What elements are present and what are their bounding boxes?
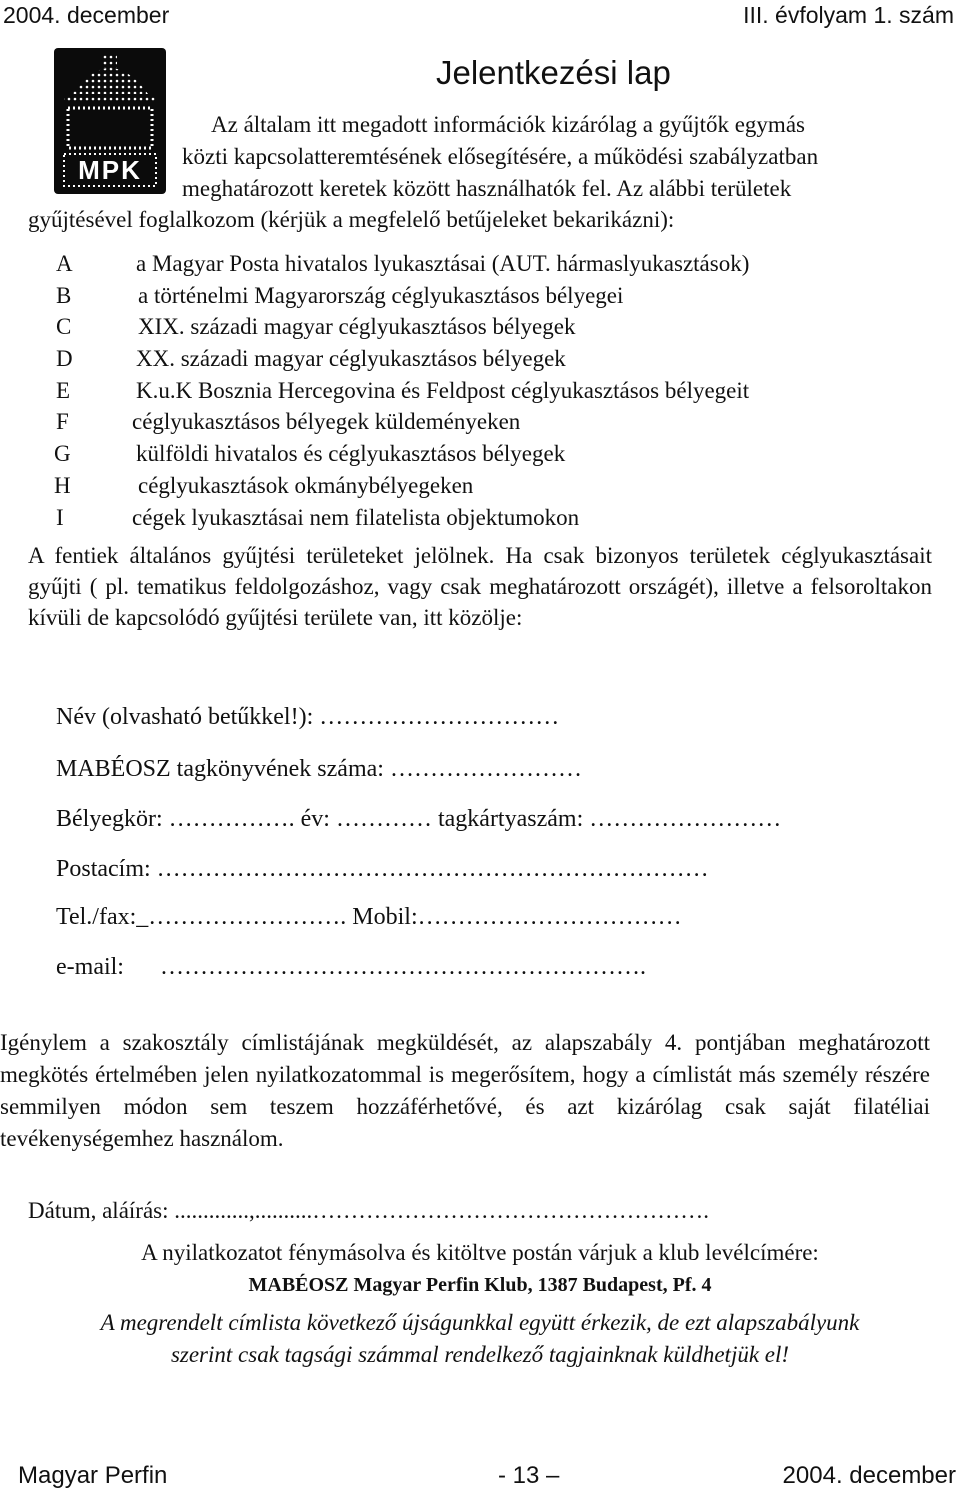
mobile-label: Mobil: — [352, 904, 418, 930]
area-text: külföldi hivatalos és céglyukasztásos bélyegek — [136, 441, 566, 467]
area-text: céglyukasztások okmánybélyegeken — [138, 472, 474, 498]
area-key: A — [56, 251, 73, 276]
signature-field[interactable] — [28, 1198, 709, 1224]
year-label: év: — [300, 806, 330, 832]
declaration-text: Igénylem a szakosztály címlistájának megküldését, az alapszabály 4. pontjában meghatározott megkötés értelmében jelen nyilatkozatommal is megerősítem, hogy a címlistát más személy részére semmilyen módon sem teszem hozzáférhetővé, és azt kizárólag csak saját filatéliai tevékenységemhez használom. — [0, 1030, 930, 1151]
area-text: céglyukasztásos bélyegek küldeményeken — [132, 409, 521, 435]
intro-line: Az általam itt megadott információk kizárólag a gyűjtők egymás — [211, 112, 805, 137]
page-footer — [0, 1462, 960, 1496]
area-text: a történelmi Magyarország céglyukasztásos bélyegei — [138, 282, 624, 308]
club-label: Bélyegkör: — [56, 806, 163, 832]
area-key: C — [56, 314, 72, 340]
intro-line: közti kapcsolatteremtésének elősegítésére, a működési szabályzatban — [182, 144, 819, 169]
general-note: A fentiek általános gyűjtési területeket jelölnek. Ha csak bizonyos területek céglyukasztásait gyűjti ( pl. tematikus feldolgozáshoz, vagy csak meghatározott országét), illetve a felsoroltakon kívüli de kapcsolódó gyűjtési területe van, itt közölje: — [28, 543, 932, 630]
area-key: E — [56, 377, 71, 403]
mobile-dots: …………………………… — [417, 904, 682, 930]
header-issue: III. évfolyam 1. szám — [743, 2, 954, 28]
page-title: Jelentkezési lap — [436, 54, 671, 91]
phone-dots: ……………………. — [148, 904, 347, 930]
page-header — [0, 0, 960, 34]
club-dots: ……………. — [168, 806, 295, 832]
email-label: e-mail: — [56, 954, 124, 980]
footer-date: 2004. december — [782, 1462, 956, 1489]
name-dots: ………………………… — [319, 704, 560, 730]
italic-note-line: A megrendelt címlista következő újságunkkal együtt érkezik, de ezt alapszabályunk — [100, 1310, 860, 1335]
header-date: 2004. december — [3, 2, 170, 28]
area-key: B — [56, 282, 72, 308]
page-number: - 13 – — [498, 1462, 560, 1489]
area-text: XX. századi magyar céglyukasztásos bélyegek — [136, 346, 566, 372]
italic-note-line: szerint csak tagsági számmal rendelkező tagjainknak küldhetjük el! — [170, 1342, 790, 1367]
area-text: K.u.K Bosznia Hercegovina és Feldpost céglyukasztásos bélyegeit — [136, 377, 750, 403]
send-note: A nyilatkozatot fénymásolva és kitöltve postán várjuk a klub levélcímére: — [141, 1240, 819, 1265]
area-text: a Magyar Posta hivatalos lyukasztásai (AUT. hármaslyukasztások) — [136, 251, 750, 276]
card-label: tagkártyaszám: — [437, 806, 584, 832]
area-key: G — [54, 441, 71, 467]
area-text: cégek lyukasztásai nem filatelista objektumokon — [132, 504, 580, 530]
member-number-dots: …………………… — [389, 756, 582, 782]
footer-magazine: Magyar Perfin — [18, 1462, 168, 1489]
logo-letters: MPK — [78, 155, 142, 185]
area-key: I — [56, 504, 64, 530]
club-field[interactable] — [56, 806, 781, 833]
area-key: F — [56, 409, 69, 435]
area-key: D — [56, 346, 73, 372]
area-key: H — [54, 472, 71, 498]
address-field[interactable] — [56, 856, 709, 883]
intro-line: gyűjtésével foglalkozom (kérjük a megfelelő betűjeleket bekarikázni): — [28, 207, 675, 232]
address-label: Postacím: — [56, 856, 151, 882]
name-label: Név (olvasható betűkkel!): — [56, 704, 314, 730]
signature-dots: .............,..........……………………………………………. — [174, 1198, 710, 1223]
year-dots: ………… — [335, 806, 432, 832]
member-number-field[interactable] — [56, 756, 582, 783]
club-logo — [54, 48, 166, 194]
email-field[interactable] — [56, 954, 646, 981]
phone-label: Tel./fax:_ — [56, 904, 149, 930]
card-dots: …………………… — [589, 806, 782, 832]
email-dots: ……………………………………………………. — [159, 954, 646, 980]
signature-label: Dátum, aláírás: — [28, 1198, 169, 1223]
member-number-label: MABÉOSZ tagkönyvének száma: — [56, 756, 384, 782]
area-text: XIX. századi magyar céglyukasztásos bélyegek — [138, 314, 576, 340]
phone-field[interactable] — [56, 904, 682, 931]
intro-line: meghatározott keretek között használhatók fel. Az alábbi területek — [182, 176, 792, 201]
club-address: MABÉOSZ Magyar Perfin Klub, 1387 Budapest, Pf. 4 — [248, 1274, 712, 1296]
name-field[interactable] — [56, 704, 559, 731]
address-dots: …………………………………………………………… — [156, 856, 709, 882]
